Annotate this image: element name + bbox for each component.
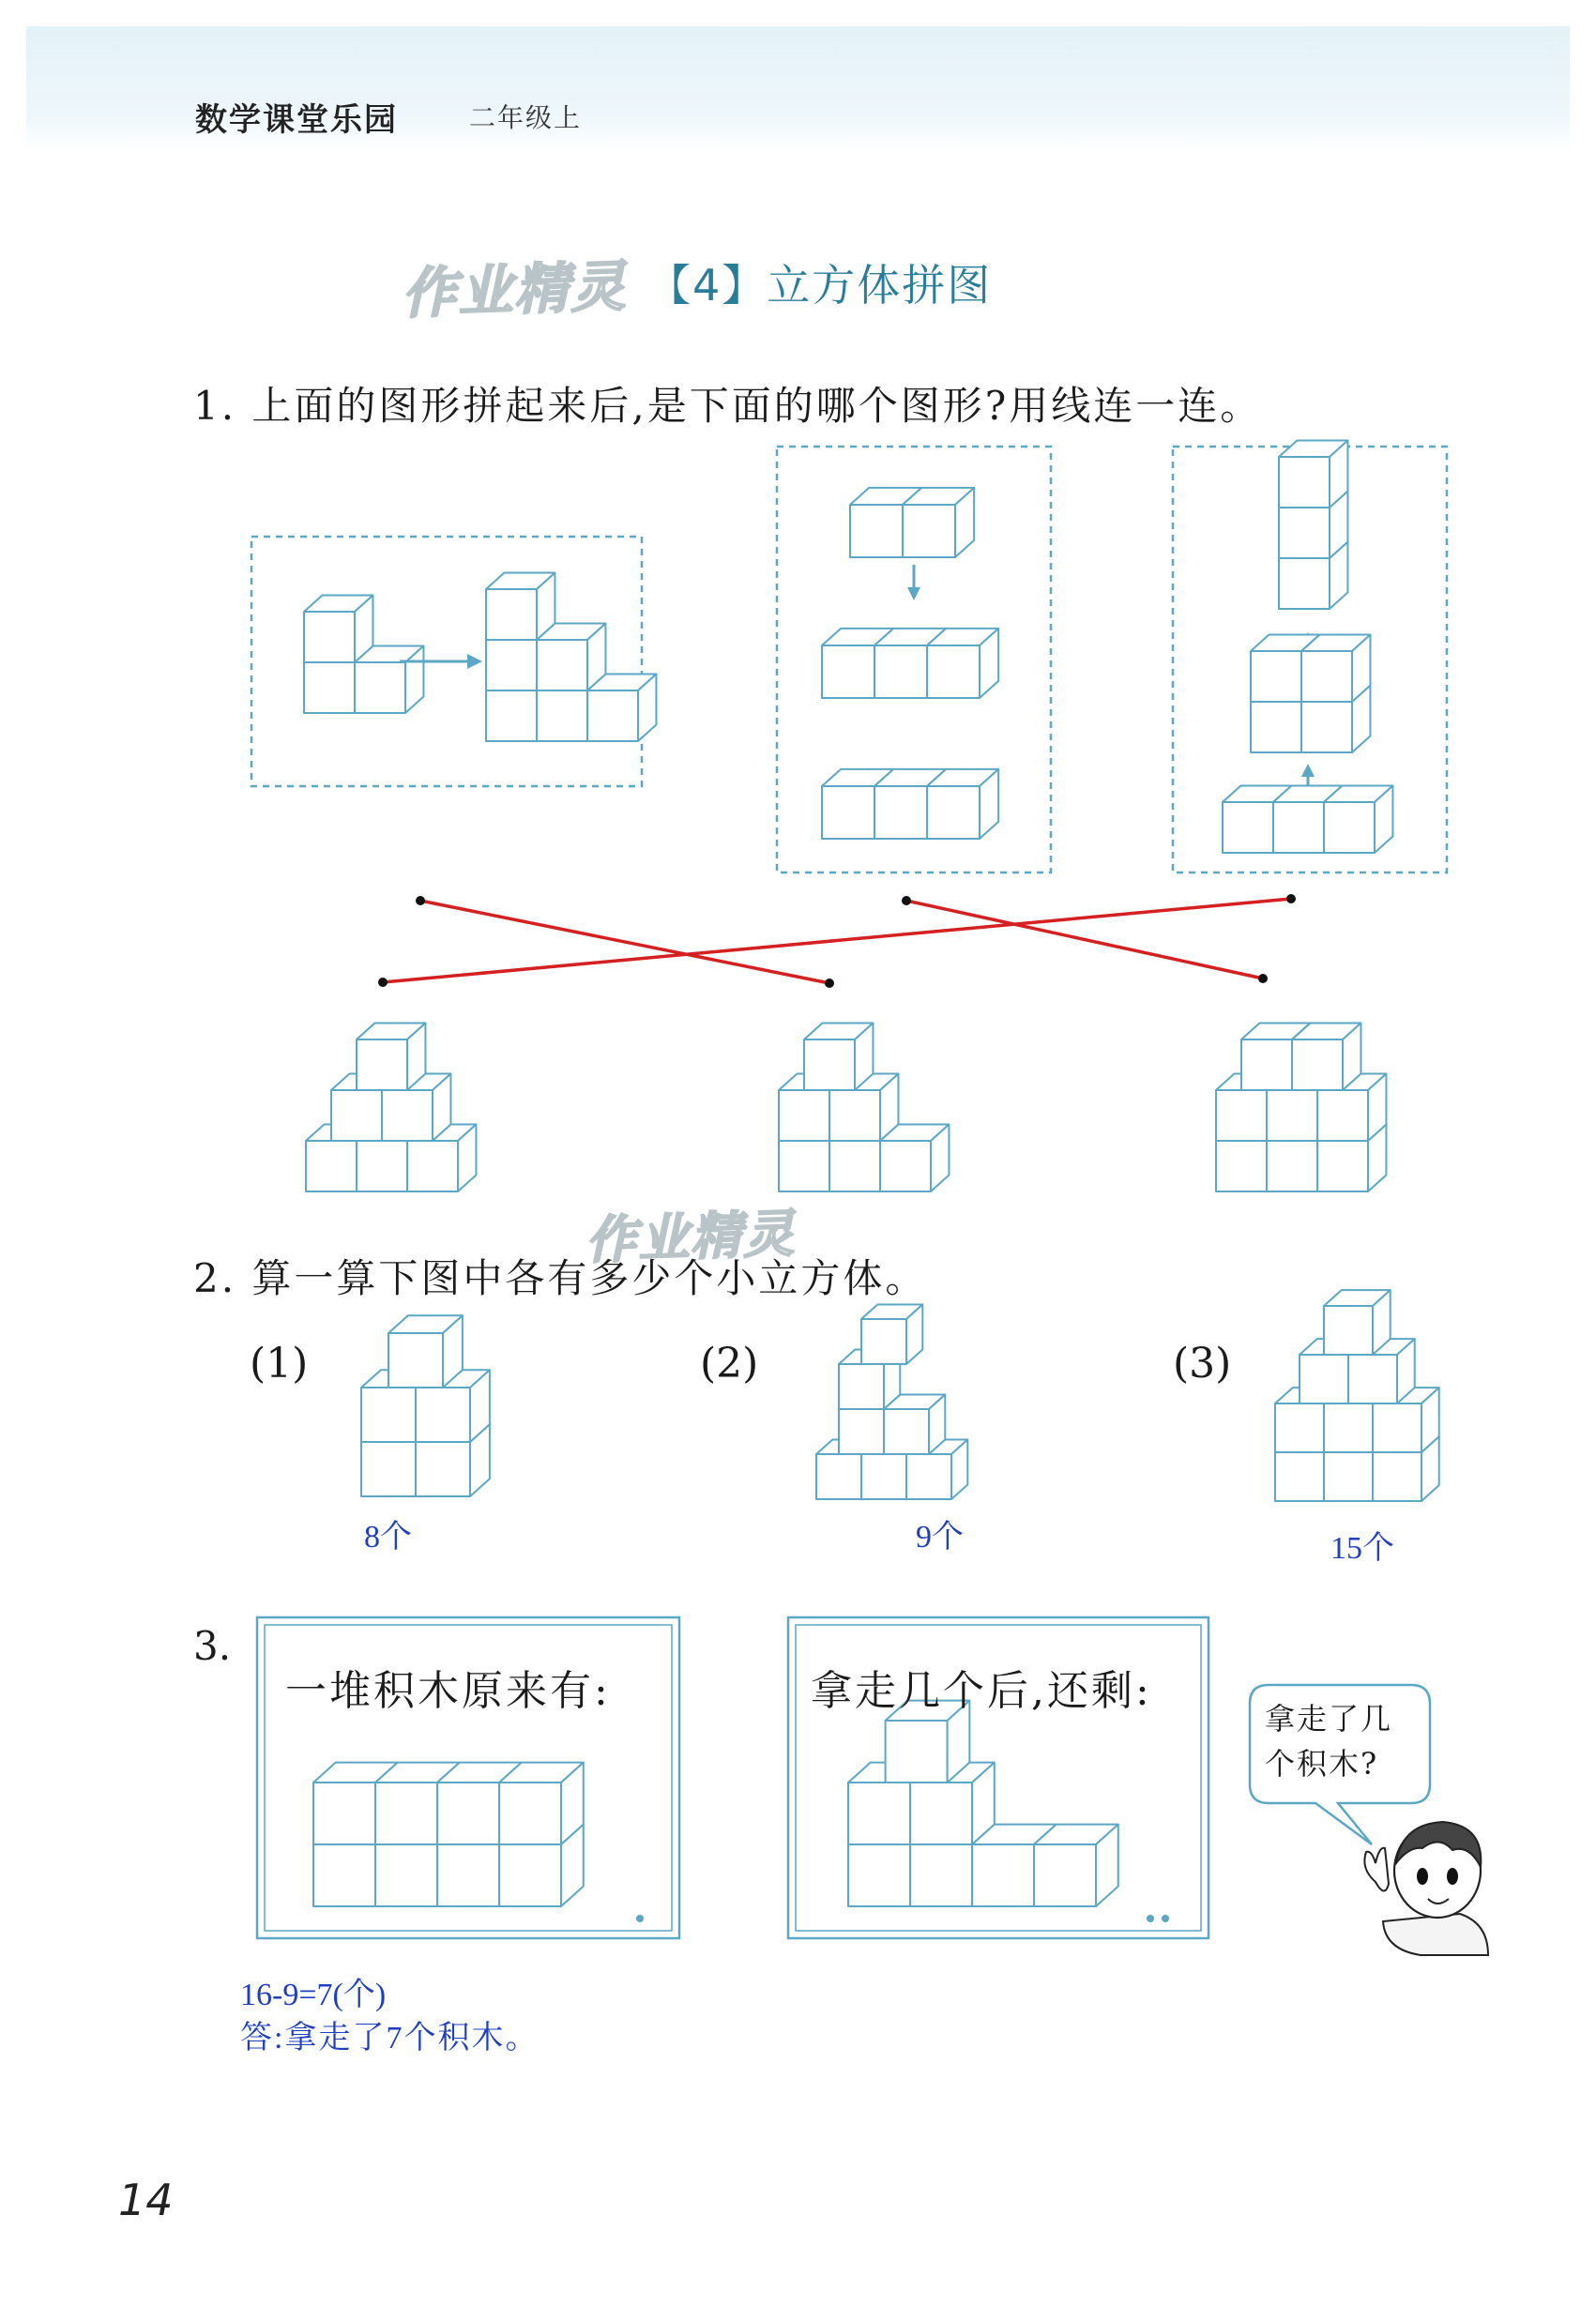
book-title: 数学课堂乐园: [195, 101, 398, 139]
question-2-text: 2. 算一算下图中各有多少个小立方体。: [193, 1255, 928, 1301]
cube: [313, 1844, 375, 1906]
connect-line: [420, 901, 829, 983]
cube: [1034, 1825, 1118, 1906]
cube: [388, 1315, 463, 1388]
q3-bubble-text-line-1: 拿走了几: [1265, 1701, 1393, 1737]
question-1-text: 1. 上面的图形拼起来后,是下面的哪个图形?用线连一连。: [193, 383, 1263, 429]
q1-connection-lines: [0, 0, 1596, 1032]
q3-card-original-text: 一堆积木原来有:: [285, 1667, 611, 1715]
connect-line: [383, 899, 1291, 982]
q1-target-figure-2: [769, 1013, 957, 1201]
watermark: 作业精灵: [401, 253, 629, 326]
cube: [375, 1844, 437, 1906]
question-3-number: 3.: [193, 1623, 232, 1669]
cube: [804, 1024, 873, 1090]
lesson-title: 【4】立方体拼图: [647, 260, 993, 311]
q2-figure-1: [357, 1318, 497, 1506]
boy-illustration: [1347, 1809, 1494, 1959]
cube: [1292, 1024, 1360, 1090]
cube: [499, 1844, 561, 1906]
connect-line: [906, 901, 1263, 979]
cube: [884, 1394, 945, 1454]
cube: [313, 1783, 375, 1844]
cube: [375, 1783, 437, 1844]
cube: [357, 1024, 425, 1090]
cube: [437, 1783, 499, 1844]
q2-figure-3: [1270, 1318, 1467, 1515]
q2-item-2-label: (2): [700, 1340, 759, 1388]
q3-answer-sentence: 答:拿走了7个积木。: [240, 2021, 540, 2056]
q3-bubble-text-line-2: 个积木?: [1265, 1746, 1379, 1782]
page-number: 14: [118, 2175, 174, 2225]
q2-item-3-label: (3): [1173, 1340, 1232, 1388]
q2-figure-2: [813, 1332, 1000, 1510]
cube: [861, 1304, 922, 1364]
cube: [499, 1783, 561, 1844]
q1-target-figure-1: [296, 1013, 503, 1201]
q2-item-1-answer: 8个: [364, 1520, 412, 1555]
q2-item-2-answer: 9个: [916, 1520, 964, 1555]
cube: [880, 1125, 949, 1191]
q2-item-3-answer: 15个: [1330, 1531, 1394, 1566]
cube: [1324, 1290, 1391, 1355]
q1-target-figure-3: [1207, 1013, 1422, 1201]
cube: [437, 1844, 499, 1906]
q2-item-1-label: (1): [250, 1340, 309, 1388]
book-grade: 二年级上: [469, 102, 583, 133]
q3-answer-equation: 16-9=7(个): [240, 1978, 387, 2012]
q3-card-remaining-text: 拿走几个后,还剩:: [811, 1667, 1152, 1715]
watermark: 作业精灵: [585, 1204, 798, 1270]
